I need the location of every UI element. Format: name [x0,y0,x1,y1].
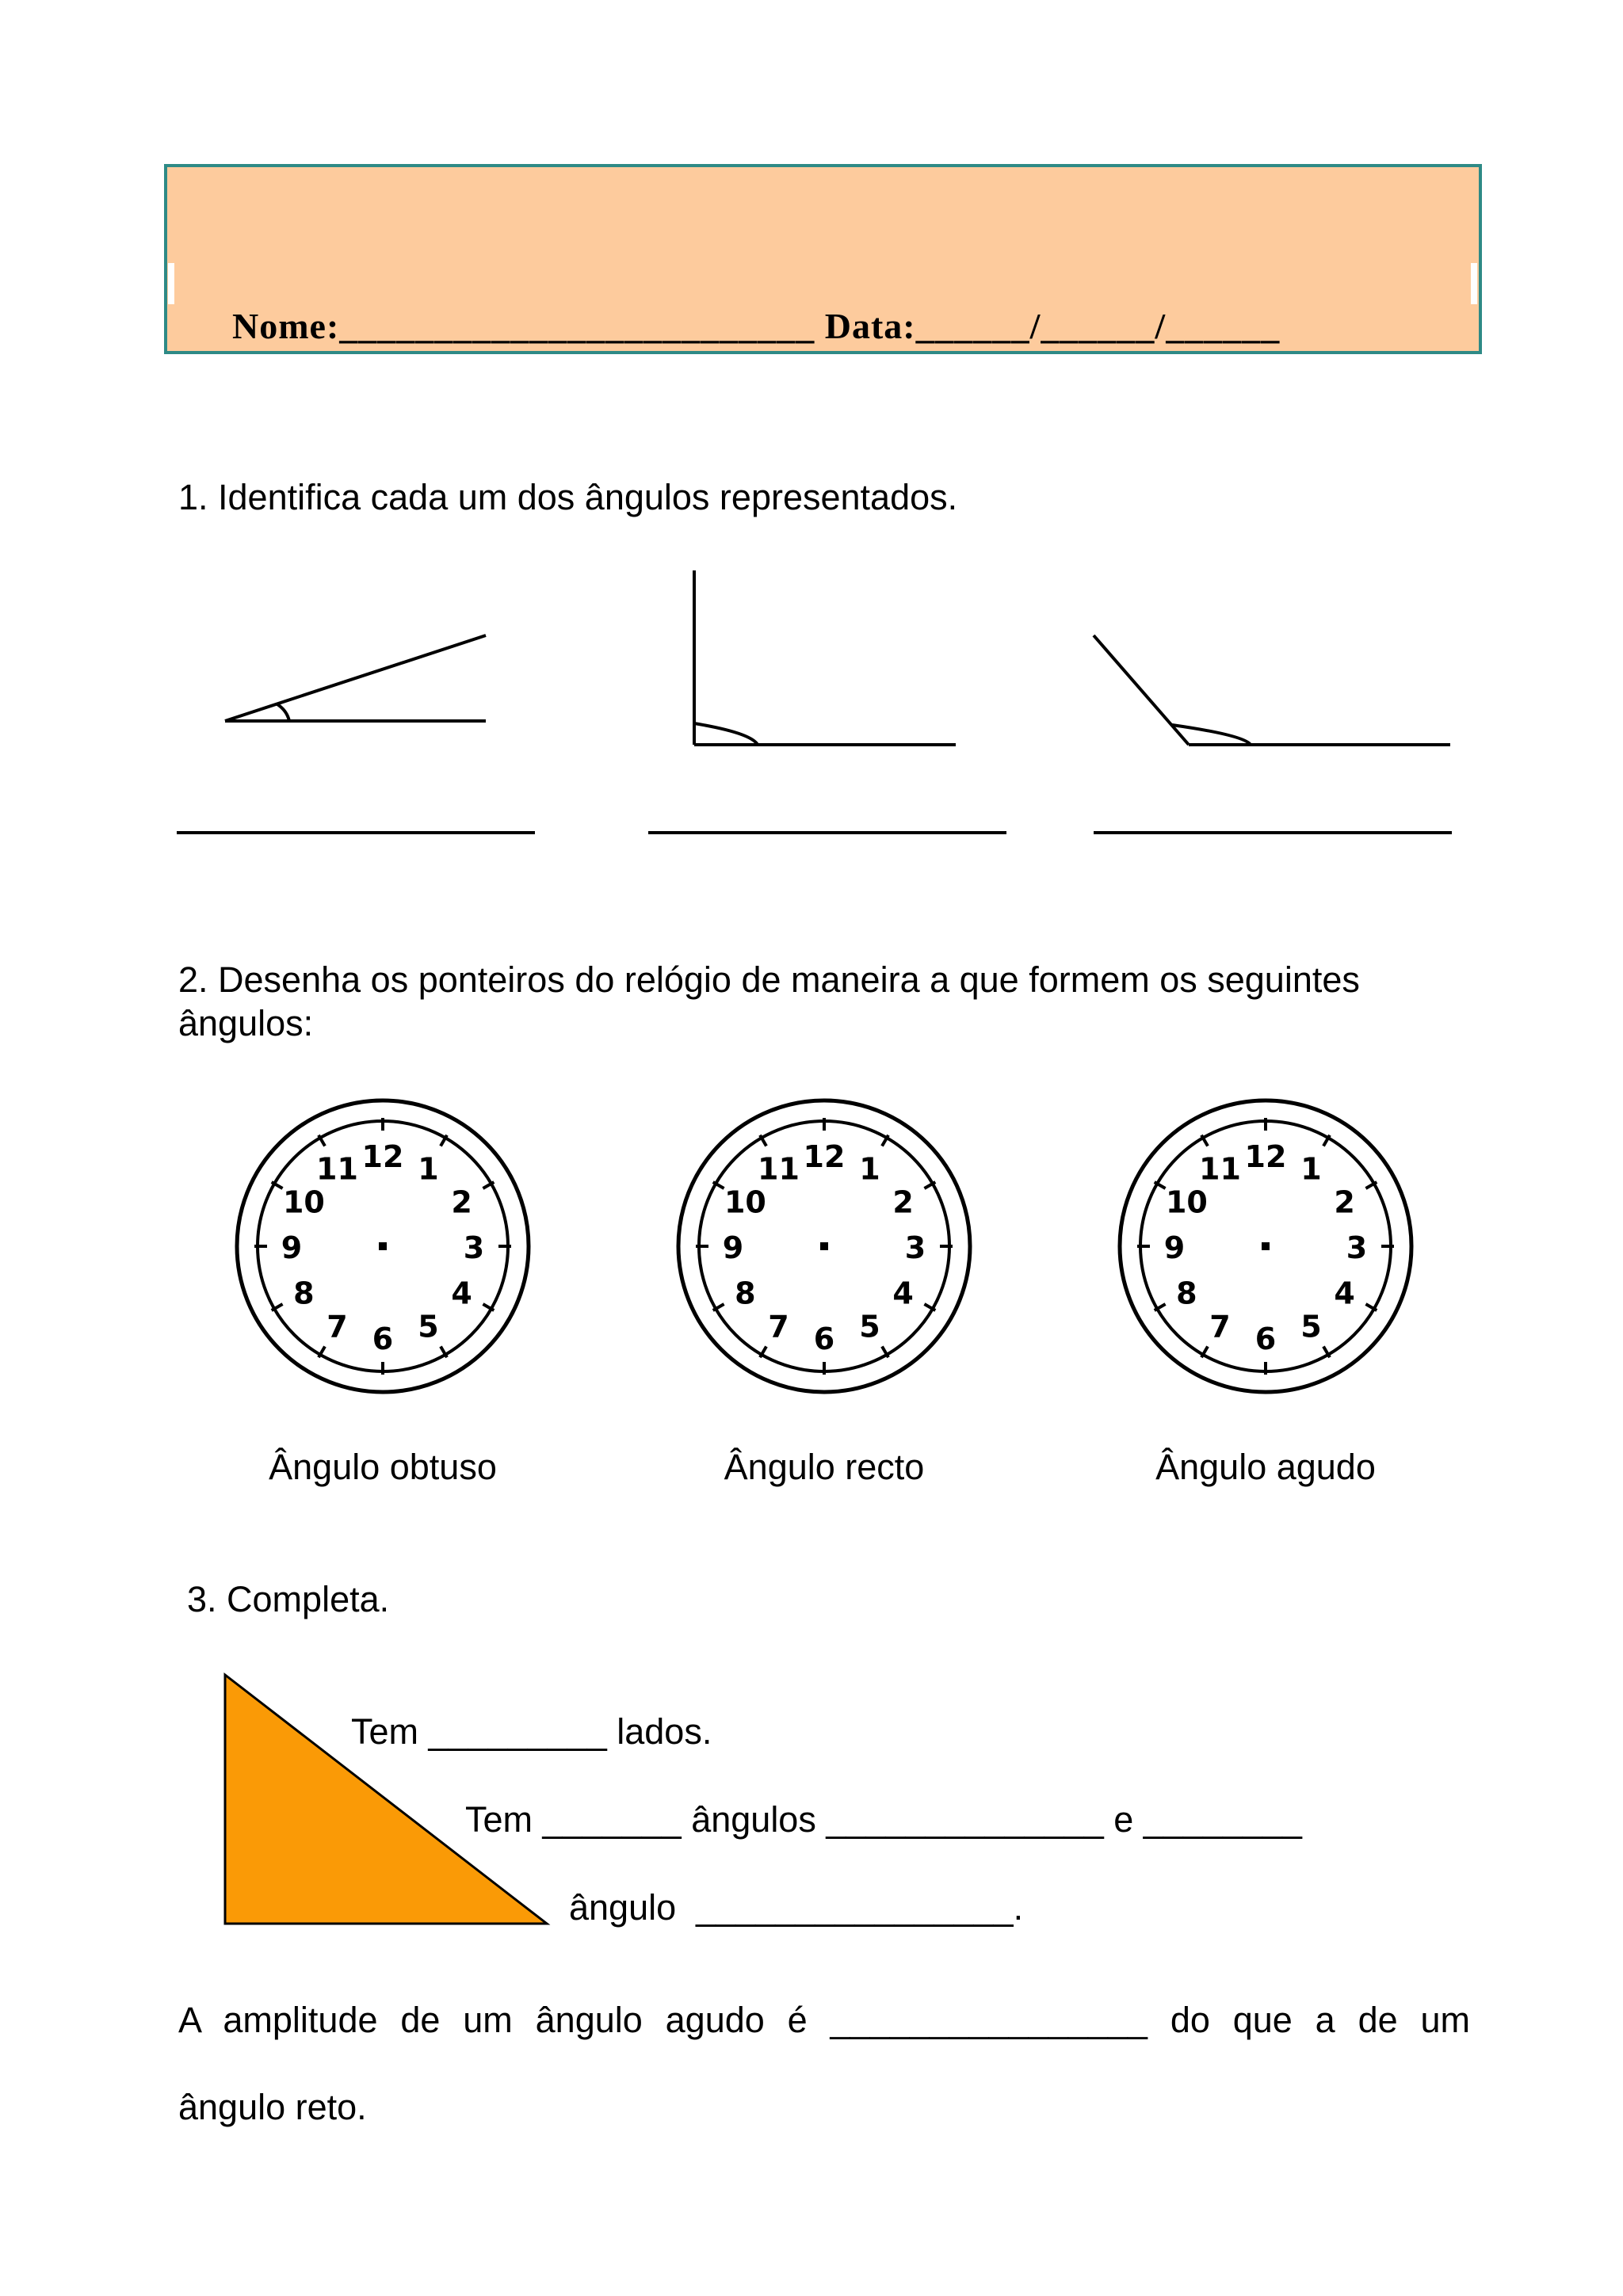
clock-number: 4 [451,1276,472,1311]
clock-number: 2 [892,1184,914,1220]
clock-number: 6 [813,1322,835,1356]
clock-number: 1 [1300,1151,1322,1187]
clock-label-obtuse: Ângulo obtuso [269,1447,497,1487]
clock-number: 9 [1163,1230,1186,1265]
clock-center-dot [820,1242,828,1250]
clock-center-dot [1262,1242,1270,1250]
answer-line-2[interactable] [648,831,1006,834]
clock-number: 7 [327,1309,348,1344]
clock-number: 3 [904,1230,926,1265]
clock-number: 8 [1176,1276,1197,1311]
clock-number: 11 [316,1151,358,1187]
answer-line-3[interactable] [1094,831,1452,834]
question1-prompt: 1. Identifica cada um dos ângulos representados. [178,477,958,517]
clock-number: 2 [451,1184,472,1220]
clock-label-acute: Ângulo agudo [1155,1447,1376,1487]
clock-number: 9 [281,1230,303,1265]
acute-angle-figure [225,635,486,721]
question3-line1: Tem _________ lados. [351,1711,712,1752]
clock-number: 12 [361,1139,404,1174]
clock-number: 6 [372,1322,394,1356]
angles-figure [0,555,1623,761]
clock-number: 11 [758,1151,800,1187]
question3-final-line1: A amplitude de um ângulo agudo é ________________ do que a de um [178,2000,1470,2040]
clock-number: 8 [293,1276,315,1311]
clock-label-right: Ângulo recto [724,1447,925,1487]
question3-final-paragraph [178,1977,1470,2151]
clock-number: 10 [724,1184,766,1220]
clock-number: 3 [463,1230,485,1265]
clock-number: 4 [892,1276,914,1311]
clock-number: 10 [1165,1184,1208,1220]
clock-number: 7 [1209,1309,1231,1344]
clock-face-1[interactable] [232,1096,533,1397]
clock-number: 5 [1300,1309,1322,1344]
clock-number: 5 [859,1309,880,1344]
clock-number: 9 [722,1230,744,1265]
clock-face-2[interactable] [674,1096,975,1397]
header-left-mark [168,263,174,304]
clock-number: 5 [418,1309,439,1344]
clock-number: 6 [1254,1322,1277,1356]
clock-number: 12 [803,1139,846,1174]
clock-number: 1 [418,1151,439,1187]
clock-number: 11 [1199,1151,1241,1187]
clock-number: 7 [768,1309,789,1344]
right-angle-figure [694,570,956,745]
question2-prompt-line1: 2. Desenha os ponteiros do relógio de maneira a que formem os seguintes [178,959,1360,1000]
question3-final-line2: ângulo reto. [178,2087,367,2127]
answer-line-1[interactable] [177,831,535,834]
clock-number: 10 [282,1184,325,1220]
clock-face-3[interactable] [1115,1096,1416,1397]
obtuse-angle-figure [1094,635,1450,745]
clock-number: 12 [1244,1139,1287,1174]
header-right-mark [1471,263,1477,304]
question3-prompt: 3. Completa. [187,1579,390,1619]
clock-number: 2 [1334,1184,1355,1220]
name-date-line: Nome:_________________________ Data:______/______/______ [232,306,1281,346]
clock-number: 3 [1346,1230,1368,1265]
clock-number: 1 [859,1151,880,1187]
clock-number: 8 [735,1276,756,1311]
question2-prompt-line2: ângulos: [178,1003,314,1043]
question3-line3: ângulo ________________. [569,1887,1024,1928]
question3-line2: Tem _______ ângulos ______________ e ________ [465,1799,1302,1840]
clock-number: 4 [1334,1276,1355,1311]
clock-center-dot [379,1242,387,1250]
